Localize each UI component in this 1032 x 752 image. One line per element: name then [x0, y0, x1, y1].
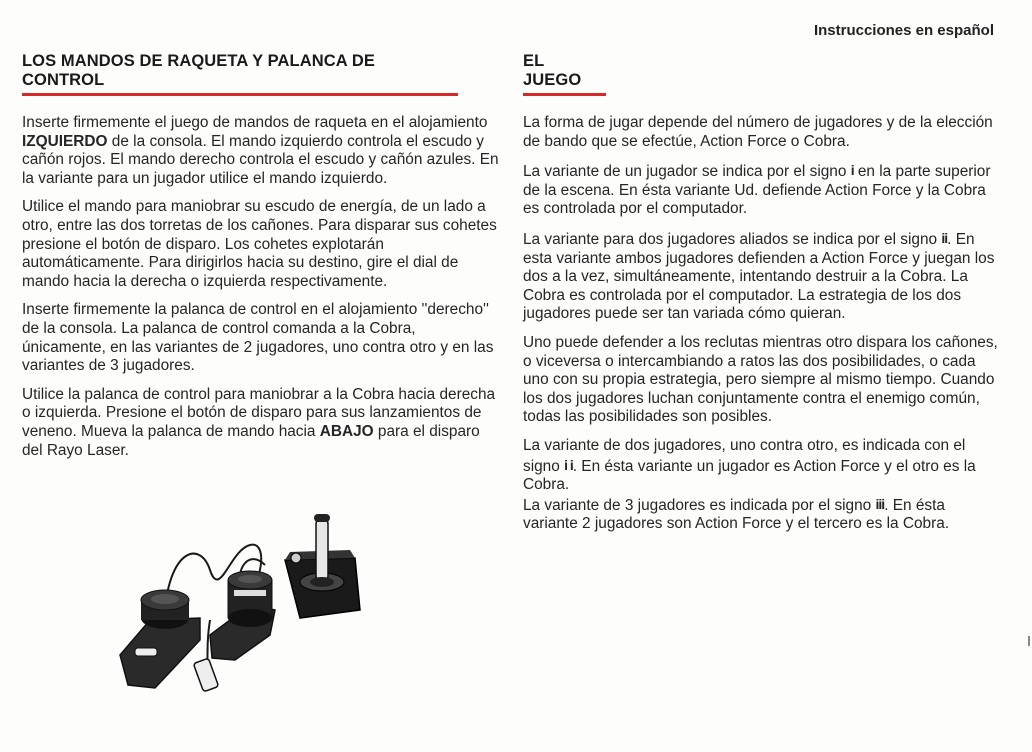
controllers-body — [22, 114, 500, 460]
bold-text: ABAJO — [319, 422, 374, 440]
paddle-left-icon — [120, 590, 200, 688]
section-heading-game: EL JUEGO — [523, 52, 606, 96]
text-span: La variante de dos jugadores, uno contra otro, es indicada con el signo — [523, 436, 966, 475]
text-span: La variante de 3 jugadores es indicada por el signo — [523, 496, 876, 514]
text-span: La variante de un jugador se indica por el signo — [523, 163, 851, 181]
one-player-icon: i — [850, 162, 854, 179]
text-span: . En ésta variante un jugador es Action Force y el otro es la Cobra. — [523, 457, 976, 494]
text-span: de la consola. El mando izquierdo controla el escudo y cañón rojos. El mando derecho controla el escudo y cañón azules. En la variante para un jugador utilice el mando izquierdo. — [22, 132, 499, 187]
text-span: en la parte superior de la escena. En ésta variante Ud. defiende Action Force y la Cobra es controlada por el computador. — [523, 163, 991, 218]
text-span: . En esta variante ambos jugadores defienden a Action Force y juegan los dos a la vez, simultáneamente, intentando destruir a la Cobra. La Cobra es controlada por el computador. La estrategia de los dos jugadores puede ser tan variada cómo quieran. — [523, 230, 995, 323]
paragraph — [523, 229, 1001, 324]
left-column — [22, 52, 500, 470]
text-span: Utilice la palanca de control para maniobrar a la Cobra hacia derecha o izquierda. Presione el botón de disparo para sus lanzamientos de veneno. Mueva la palanca de mando hacia — [22, 385, 496, 440]
text-span: Inserte firmemente el juego de mandos de raqueta en el alojamiento — [22, 114, 488, 131]
paddle-right-icon — [210, 571, 275, 660]
paragraph: Inserte firmemente la palanca de control en el alojamiento ''derecho'' de la consola. La palanca de control comanda a la Cobra, únicamente, en las variantes de 2 jugadores, uno contra otro y en las variantes de 3 jugadores. — [22, 301, 494, 375]
plug-icon — [193, 658, 218, 692]
controllers-illustration — [110, 510, 380, 700]
game-body — [523, 114, 1001, 534]
right-column — [523, 52, 1001, 544]
paragraph: La forma de jugar depende del número de jugadores y de la elección de bando que se efectúe, Action Force o Cobra. — [523, 114, 993, 150]
text-span: . En ésta variante 2 jugadores son Action Force y el tercero es la Cobra. — [523, 496, 950, 533]
two-allied-players-icon: ii — [941, 229, 948, 246]
bold-text: IZQUIERDO — [22, 132, 108, 150]
paragraph — [22, 386, 500, 460]
joystick-icon — [285, 514, 360, 618]
section-heading-controllers: LOS MANDOS DE RAQUETA Y PALANCA DE CONTROL — [22, 52, 458, 96]
paragraph — [523, 495, 1001, 534]
text-span: para el disparo del Rayo Laser. — [22, 422, 480, 459]
versus-players-icon: i i — [564, 456, 573, 473]
three-players-icon: iii — [875, 495, 885, 512]
paragraph: Utilice el mando para maniobrar su escudo de energía, de un lado a otro, entre las dos torretas de los cañones. Para disparar sus cohetes presione el botón de disparo. Los cohetes explotarán automáticamente. Para dirigirlos hacia su destino, gire el dial de mando hacia la derecha o izquierda respectivamente. — [22, 198, 497, 290]
page-header-note: Instrucciones en español — [813, 22, 994, 39]
paragraph — [523, 161, 1001, 219]
paragraph — [523, 437, 1001, 495]
paragraph — [22, 114, 500, 188]
edge-mark — [1028, 636, 1030, 646]
paragraph: Uno puede defender a los reclutas mientras otro dispara los cañones, o viceversa o intercambiando a ratos las dos posibilidades, o cada uno con su propia estrategia, pero siempre al mismo tiempo. Cuando los dos jugadores luchan conjuntamente contra el enemigo común, todas las posibilidades son posibles. — [523, 333, 998, 426]
text-span: La variante para dos jugadores aliados se indica por el signo — [523, 230, 942, 248]
